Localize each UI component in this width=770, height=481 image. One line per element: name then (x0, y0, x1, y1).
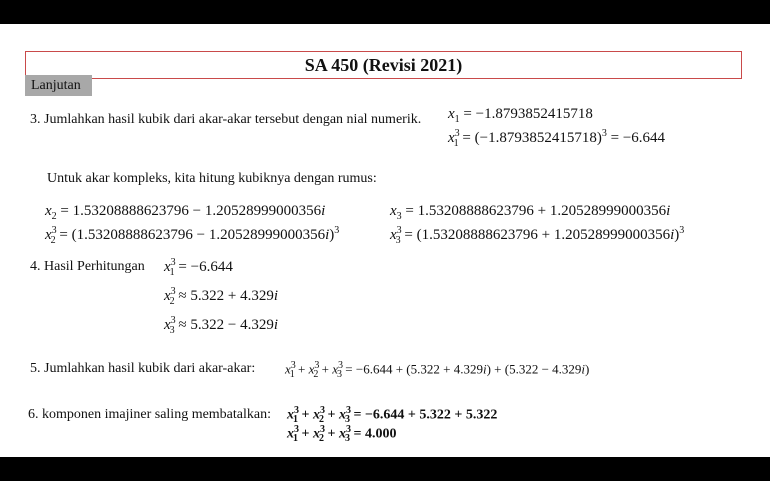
x2-cube-value: (1.53208888623796 − 1.20528999000356 (71, 227, 326, 243)
x1-equation: $x_1 = -1.8793852415718$ (448, 106, 593, 125)
slide (0, 24, 770, 457)
step3-text: 3. Jumlahkan hasil kubik dari akar-akar tersebut dengan nial numerik. (30, 112, 422, 127)
x2-value: 1.53208888623796 − 1.20528999000356 (72, 203, 322, 219)
step4-x2-value: 5.322 + 4.329 (190, 288, 274, 304)
x1-cube-base: (−1.8793852415718) (474, 130, 602, 146)
step4-x3-value: 5.322 − 4.329 (190, 317, 274, 333)
step4-x2-cube: $x^3_2 \approx 5.322 + 4.329i$ (164, 286, 279, 307)
slide-title: SA 450 (Revisi 2021) (25, 51, 742, 79)
step5-sum-rhs-tail: ) + (5.322 − 4.329 (486, 361, 582, 377)
step6-text: 6. komponen imajiner saling membatalkan: (28, 407, 271, 422)
step4-label: 4. Hasil Perhitungan (30, 259, 145, 274)
step4-x1-cube: $x^3_1 = -6.644$ (164, 257, 233, 278)
x1-cube-result: −6.644 (622, 130, 666, 146)
x3-cube-equation: $x^3_3 = (1.53208888623796 + 1.20528999000356i)^3$ (390, 225, 685, 246)
x3-equation: $x_3 = 1.53208888623796 + 1.20528999000356i$ (390, 203, 671, 222)
x1-value: −1.8793852415718 (475, 106, 593, 122)
step6-line2: $x^3_1 + x^3_2 + x^3_3 = 4.000$ (287, 424, 397, 445)
step5-sum-rhs: −6.644 + (5.322 + 4.329 (355, 361, 483, 377)
x2-cube-equation: $x^3_2 = (1.53208888623796 - 1.20528999000356i)^3$ (45, 225, 340, 246)
x3-value: 1.53208888623796 + 1.20528999000356 (417, 203, 667, 219)
step6-line1: $x^3_1 + x^3_2 + x^3_3 = -6.644 + 5.322 + 5.322$ (287, 405, 498, 426)
step5-text: 5. Jumlahkan hasil kubik dari akar-akar: (30, 361, 256, 376)
step6-line2-rhs: 4.000 (364, 426, 397, 442)
step4-x1-value: −6.644 (190, 259, 233, 275)
step6-line1-rhs: −6.644 + 5.322 + 5.322 (364, 407, 498, 423)
complex-intro: Untuk akar kompleks, kita hitung kubiknya dengan rumus: (47, 171, 377, 186)
step5-sum-equation: $x^3_1 + x^3_2 + x^3_3 = -6.644 + (5.322 + 4.329i) + (5.322 - 4.329i)$ (285, 360, 590, 380)
x3-cube-value: (1.53208888623796 + 1.20528999000356 (416, 227, 671, 243)
x1-cube-equation: $x^3_1 = (-1.8793852415718)^3 = -6.644$ (448, 128, 666, 149)
x2-equation: $x_2 = 1.53208888623796 - 1.20528999000356i$ (45, 203, 326, 222)
step4-x3-cube: $x^3_3 \approx 5.322 - 4.329i$ (164, 315, 279, 336)
section-tag: Lanjutan (25, 75, 92, 96)
